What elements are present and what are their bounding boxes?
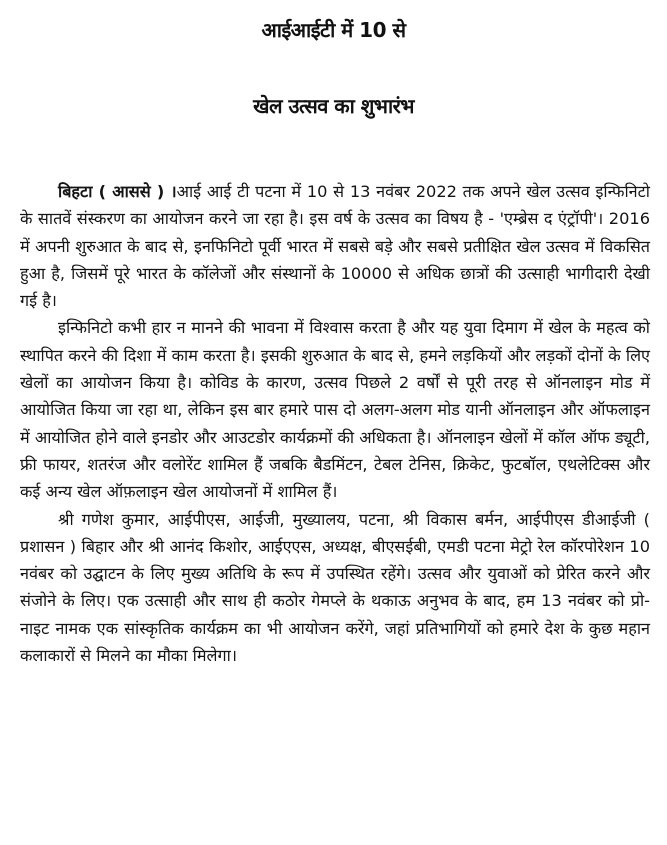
article-paragraph-2: इन्फिनिटो कभी हार न मानने की भावना में विश्वास करता है और यह युवा दिमाग में खेल के महत्व को स्थापित करने की दिशा में काम करता है। इसकी शुरुआत के बाद से, हमने लड़कियों और लड़कों दोनों के लिए खेलों का आयोजन किया है। कोविड के कारण, उत्सव पिछले 2 वर्षों से पूरी तरह से ऑनलाइन मोड में आयोजित किया जा रहा था, लेकिन इस बार हमारे पास दो अलग-अलग मोड यानी ऑनलाइन और ऑफलाइन में आयोजित होने वाले इनडोर और आउटडोर कार्यक्रमों की अधिकता है। ऑनलाइन खेलों में कॉल ऑफ ड्यूटी, फ्री फायर, शतरंज और वलोरेंट शामिल हैं जबकि बैडमिंटन, टेबल टेनिस, क्रिकेट, फुटबॉल, एथलेटिक्स और कई अन्य खेल ऑफ़लाइन खेल आयोजनों में शामिल हैं। — [20, 318, 650, 502]
headline-line-1: आईआईटी में 10 से — [261, 18, 406, 42]
paragraph-text: आई आई टी पटना में 10 से 13 नवंबर 2022 तक अपने खेल उत्सव इन्फिनिटो के सातवें संस्करण का आयोजन करने जा रहा है। इस वर्ष के उत्सव का विषय है - 'एम्ब्रेस द एंट्रॉपी'। 2016 में अपनी शुरुआत के बाद से, इनफिनिटो पूर्वी भारत में सबसे बड़े और सबसे प्रतीक्षित खेल उत्सव में विकसित हुआ है, जिसमें पूरे भारत के कॉलेजों और संस्थानों के 10000 से अधिक छात्रों की उत्साही भागीदारी देखी गई है। — [20, 182, 650, 311]
article-body — [20, 178, 650, 669]
article-paragraph-1 — [20, 178, 650, 314]
headline-line-2: खेल उत्सव का शुभारंभ — [253, 94, 414, 118]
article-paragraph-3: श्री गणेश कुमार, आईपीएस, आईजी, मुख्यालय, पटना, श्री विकास बर्मन, आईपीएस डीआईजी ( प्रशासन ) बिहार और श्री आनंद किशोर, आईएएस, अध्यक्ष, बीएसईबी, एमडी पटना मेट्रो रेल कॉरपोरेशन 10 नवंबर को उद्घाटन के लिए मुख्य अतिथि के रूप में उपस्थित रहेंगे। उत्सव और युवाओं को प्रेरित करने और संजोने के लिए। एक उत्साही और साथ ही कठोर गेमप्ले के थकाऊ अनुभव के बाद, हम 13 नवंबर को प्रो-नाइट नामक एक सांस्कृतिक कार्यक्रम का भी आयोजन करेंगे, जहां प्रतिभागियों को हमारे देश के कुछ महान कलाकारों से मिलने का मौका मिलेगा। — [20, 509, 650, 666]
dateline: बिहटा ( आससे ) । — [58, 182, 177, 201]
